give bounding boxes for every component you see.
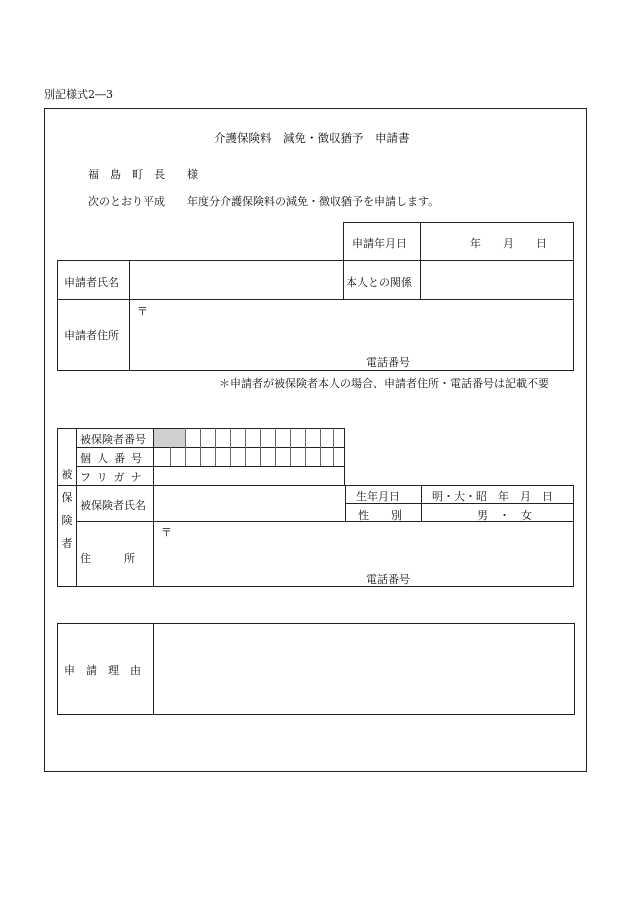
insured-address-label: 住 所 xyxy=(80,552,135,565)
applicant-address-field[interactable] xyxy=(130,300,573,370)
applicant-note: ＊申請者が被保険者本人の場合、申請者住所・電話番号は記載不要 xyxy=(219,377,549,390)
form-title: 介護保険料 減免・徴収猶予 申請書 xyxy=(214,131,410,145)
birth-value[interactable]: 明・大・昭 年 月 日 xyxy=(432,490,553,503)
furigana-label: フリガナ xyxy=(80,471,148,484)
relation-field[interactable] xyxy=(421,261,573,298)
insured-number-field[interactable] xyxy=(154,429,344,447)
insured-phone-label: 電話番号 xyxy=(366,573,410,586)
reason-field[interactable] xyxy=(154,624,574,714)
insured-address-field[interactable] xyxy=(154,522,573,586)
applicant-name-field[interactable] xyxy=(130,261,342,298)
birth-label: 生年月日 xyxy=(356,490,400,503)
insured-name-field[interactable] xyxy=(154,486,344,520)
date-value[interactable]: 年 月 日 xyxy=(470,237,547,250)
insured-name-label: 被保険者氏名 xyxy=(80,499,146,512)
personal-number-field[interactable] xyxy=(154,448,344,466)
side-char-1: 被 xyxy=(61,468,73,481)
side-char-4: 者 xyxy=(61,537,73,550)
insured-number-label: 被保険者番号 xyxy=(80,433,146,446)
furigana-field[interactable] xyxy=(154,467,344,485)
applicant-phone-label: 電話番号 xyxy=(366,356,410,369)
personal-number-label: 個人番号 xyxy=(80,452,149,465)
postal-mark: 〒 xyxy=(137,305,148,318)
side-char-3: 険 xyxy=(61,514,73,527)
applicant-name-label: 申請者氏名 xyxy=(64,276,119,289)
sex-value[interactable]: 男 ・ 女 xyxy=(477,509,532,522)
insured-postal-mark: 〒 xyxy=(161,526,172,539)
form-code: 別記様式2―3 xyxy=(44,88,113,101)
date-label: 申請年月日 xyxy=(352,237,407,250)
sex-label: 性 別 xyxy=(358,509,402,522)
reason-label: 申 請 理 由 xyxy=(64,664,141,677)
addressee: 福 島 町 長 様 xyxy=(88,168,198,181)
intro-text: 次のとおり平成 年度分介護保険料の減免・徴収猶予を申請します。 xyxy=(88,195,440,208)
side-char-2: 保 xyxy=(61,491,73,504)
applicant-address-label: 申請者住所 xyxy=(64,329,119,342)
relation-label: 本人との関係 xyxy=(346,276,412,289)
